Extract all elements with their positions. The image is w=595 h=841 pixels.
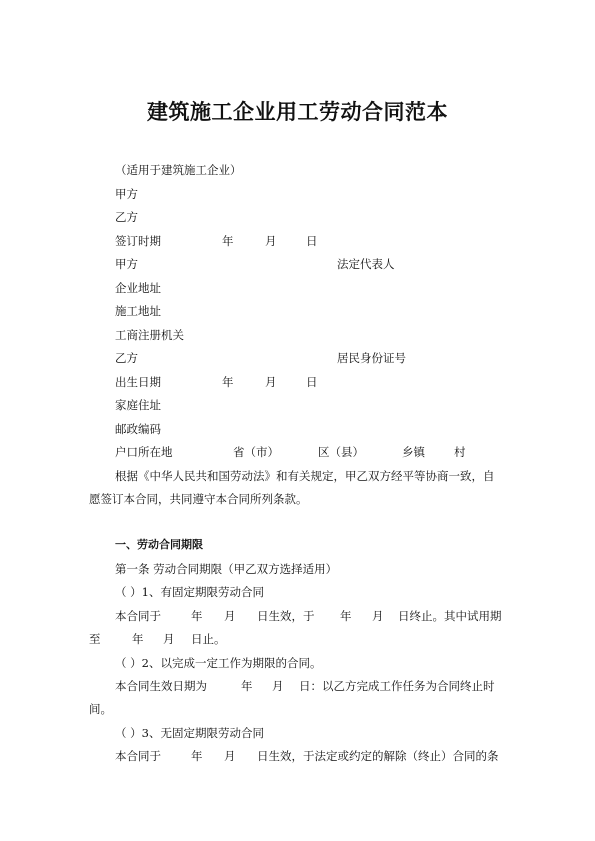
birth-year: 年 [222,375,234,389]
option-1-line2-year: 年 [132,632,144,646]
party-a-label: 甲方 [115,187,138,201]
province-city-label: 省（市） [233,445,279,459]
option-3-month: 月 [224,749,236,763]
sign-year: 年 [222,234,234,248]
birth-date-label: 出生日期 [115,375,161,389]
option-3-text-end: 日生效，于法定或约定的解除（终止）合同的条 [257,749,499,763]
option-3-text-start: 本合同于 [115,749,161,763]
option-2-text-start: 本合同生效日期为 [115,679,207,693]
option-2-line2: 间。 [89,702,112,716]
option-1-line2-end: 日止。 [191,632,226,646]
option-1-end-month: 月 [372,609,384,623]
option-1-line2-month: 月 [163,632,175,646]
birth-day: 日 [306,375,318,389]
household-location-label: 户口所在地 [115,445,173,459]
option-1-month: 月 [224,609,236,623]
option-2-year: 年 [241,679,253,693]
construction-address-label: 施工地址 [115,304,161,318]
district-county-label: 区（县） [318,445,364,459]
applicability-note: （适用于建筑施工企业） [115,163,242,177]
id-number-label: 居民身份证号 [337,351,406,365]
option-2: （ ）2、以完成一定工作为期限的合同。 [115,656,322,670]
option-2-text-end: 日：以乙方完成工作任务为合同终止时 [299,679,495,693]
birth-month: 月 [265,375,277,389]
option-3-year: 年 [191,749,203,763]
party-b-label-2: 乙方 [115,351,138,365]
document-title: 建筑施工企业用工劳动合同范本 [147,100,448,124]
home-address-label: 家庭住址 [115,398,161,412]
option-1-termination: 日终止。其中试用期 [398,609,502,623]
postal-code-label: 邮政编码 [115,422,161,436]
village-label: 村 [454,445,466,459]
legal-rep-label: 法定代表人 [337,257,395,271]
sign-day: 日 [306,234,318,248]
option-2-month: 月 [272,679,284,693]
article-1: 第一条 劳动合同期限（甲乙双方选择适用） [115,562,338,576]
option-3: （ ）3、无固定期限劳动合同 [115,726,264,740]
preamble-line-2: 愿签订本合同，共同遵守本合同所列条款。 [89,492,308,506]
company-address-label: 企业地址 [115,281,161,295]
option-1-line2-to: 至 [89,632,101,646]
preamble-line-1: 根据《中华人民共和国劳动法》和有关规定，甲乙双方经平等协商一致，自 [115,469,495,483]
sign-month: 月 [265,234,277,248]
option-1-effective: 日生效，于 [257,609,315,623]
party-a-label-2: 甲方 [115,257,138,271]
option-1-year: 年 [191,609,203,623]
option-1-text-start: 本合同于 [115,609,161,623]
option-1-end-year: 年 [340,609,352,623]
township-label: 乡镇 [402,445,425,459]
sign-date-label: 签订时期 [115,234,161,248]
registration-authority-label: 工商注册机关 [115,328,184,342]
party-b-label: 乙方 [115,210,138,224]
section-1-heading: 一、劳动合同期限 [115,538,203,551]
option-1: （ ）1、有固定期限劳动合同 [115,585,264,599]
